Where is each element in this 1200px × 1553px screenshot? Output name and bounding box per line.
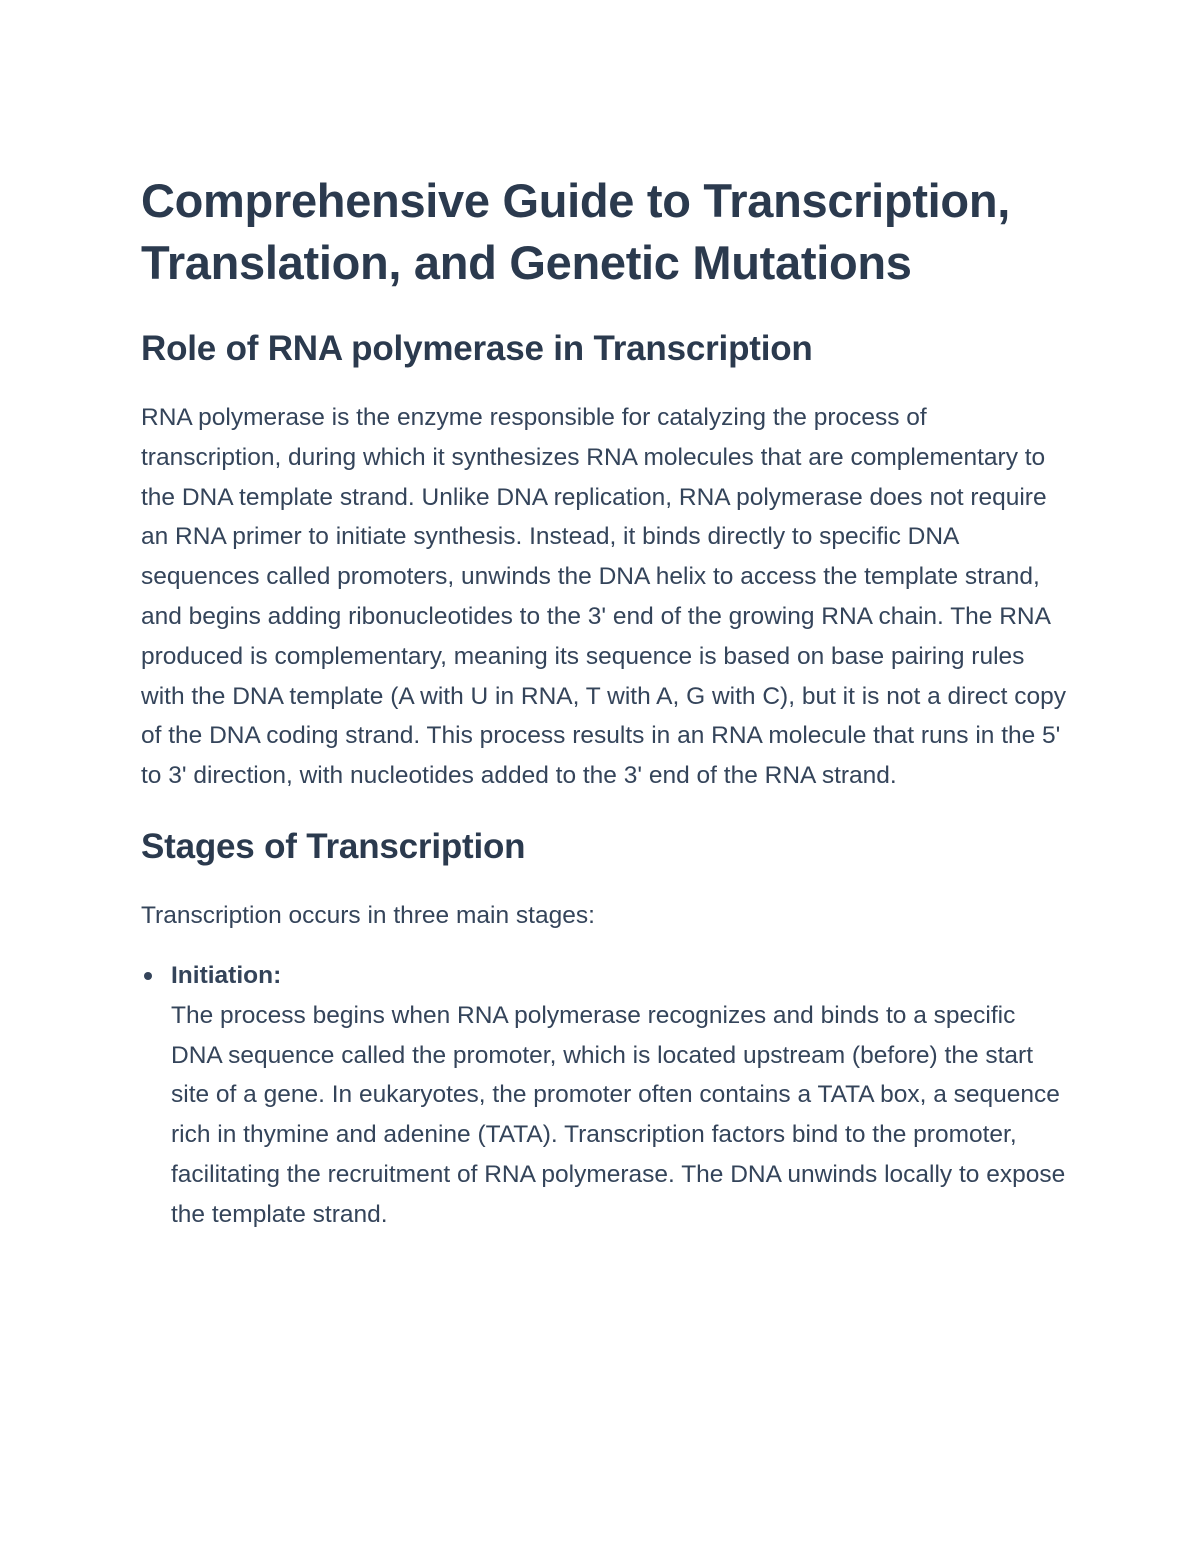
document-title: Comprehensive Guide to Transcription, Translation, and Genetic Mutations <box>141 174 1011 289</box>
list-item-title: Initiation: <box>171 961 282 989</box>
list-item <box>141 956 1071 1235</box>
document-page <box>141 170 1071 1235</box>
section-heading-stages: Stages of Transcription <box>141 826 526 866</box>
bullet-icon <box>144 972 152 980</box>
stages-list <box>141 956 1071 1235</box>
section-heading-rna-polymerase: Role of RNA polymerase in Transcription <box>141 329 813 368</box>
section-body-rna-polymerase: RNA polymerase is the enzyme responsible for catalyzing the process of transcription, during which it synthesizes RNA molecules that are complementary to the DNA template strand. Unlike DNA replication, RNA polymerase does not require an RNA primer to initiate synthesis. Instead, it binds directly to specific DNA sequences called promoters, unwinds the DNA helix to access the template strand, and begins adding ribonucleotides to the 3' end of the growing RNA chain. The RNA produced is complementary, meaning its sequence is based on base pairing rules with the DNA template (A with U in RNA, T with A, G with C), but it is not a direct copy of the DNA coding strand. This process results in an RNA molecule that runs in the 5' to 3' direction, with nucleotides added to the 3' end of the RNA strand. <box>141 404 1067 790</box>
section-intro-stages: Transcription occurs in three main stages: <box>141 901 595 929</box>
list-item-text: The process begins when RNA polymerase recognizes and binds to a specific DNA sequence called the promoter, which is located upstream (before) the start site of a gene. In eukaryotes, the promoter often contains a TATA box, a sequence rich in thymine and adenine (TATA). Transcription factors bind to the promoter, facilitating the recruitment of RNA polymerase. The DNA unwinds locally to expose the template strand. <box>171 1001 1066 1228</box>
